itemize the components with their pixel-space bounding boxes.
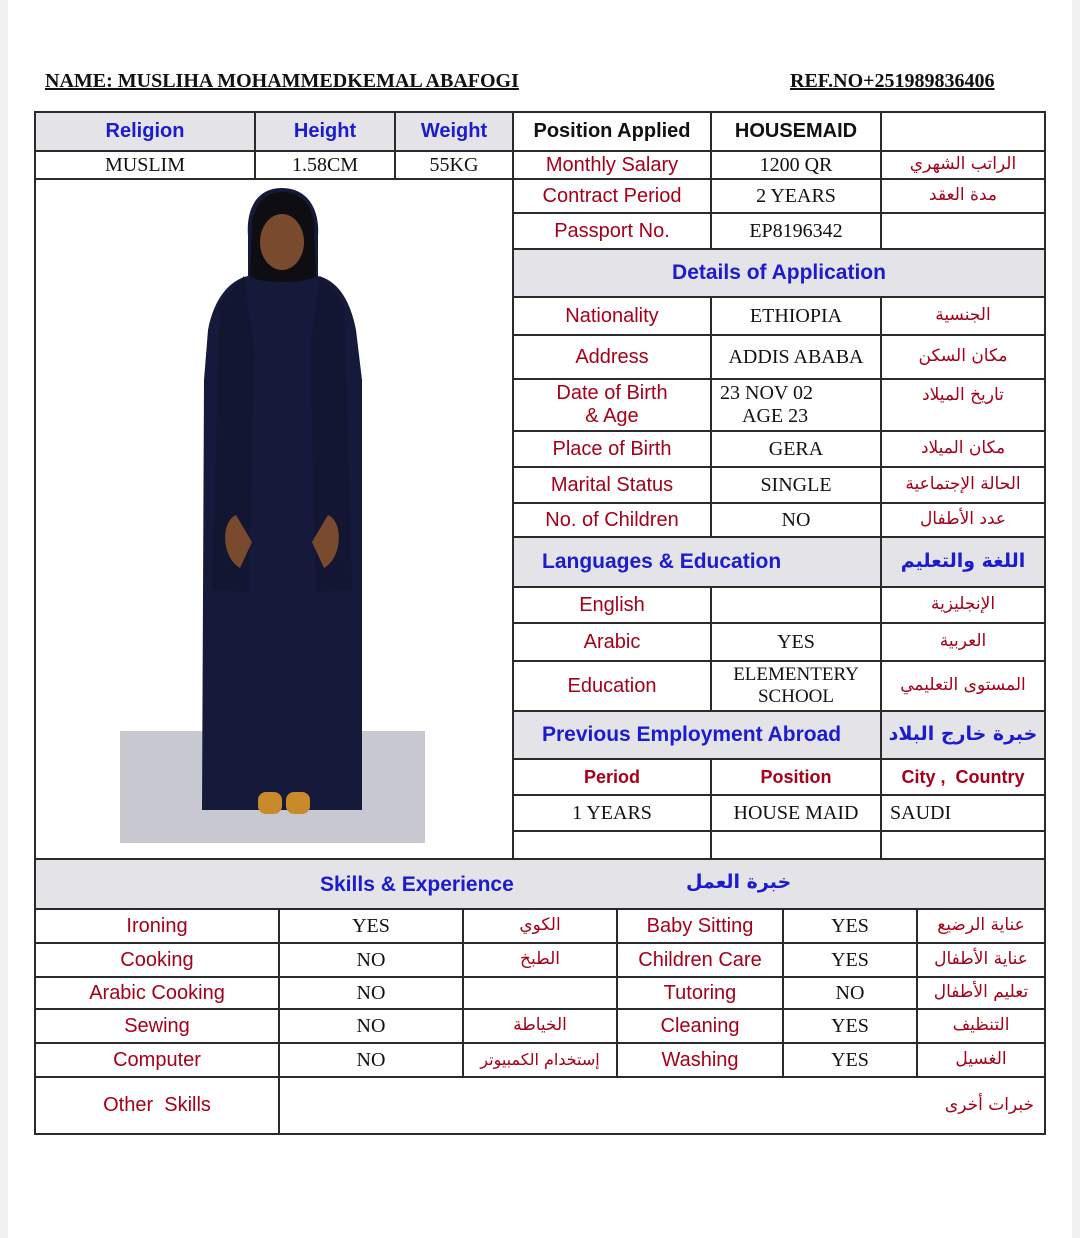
religion-value: MUSLIM: [34, 150, 256, 180]
passport-label: Passport No.: [512, 212, 712, 250]
arabic-label: Arabic: [512, 622, 712, 662]
nationality-arabic: الجنسية: [880, 296, 1046, 336]
skill-ironing-arabic: الكوي: [462, 908, 618, 944]
employment-period-header: Period: [512, 758, 712, 796]
skill-tutoring-label: Tutoring: [616, 976, 784, 1010]
skill-tutoring-value: NO: [782, 976, 918, 1010]
address-arabic: مكان السكن: [880, 334, 1046, 380]
skill-babysitting-arabic: عناية الرضيع: [916, 908, 1046, 944]
skill-cleaning-value: YES: [782, 1008, 918, 1044]
employment-country-value: SAUDI: [880, 794, 1046, 832]
employment-city-header: City , Country: [880, 758, 1046, 796]
birthplace-arabic: مكان الميلاد: [880, 430, 1046, 468]
dob-label-line2: & Age: [585, 405, 639, 427]
dob-age: AGE 23: [742, 405, 809, 427]
dob-value: [710, 378, 882, 432]
skill-computer-value: NO: [278, 1042, 464, 1078]
skills-title-arabic: خبرة العمل: [686, 871, 792, 893]
skill-babysitting-label: Baby Sitting: [616, 908, 784, 944]
dob-arabic: تاريخ الميلاد: [880, 378, 1046, 432]
photo-frame: [34, 178, 514, 860]
position-applied-value: HOUSEMAID: [710, 111, 882, 152]
skill-arabiccooking-value: NO: [278, 976, 464, 1010]
employment-blank-2: [710, 830, 882, 860]
nationality-value: ETHIOPIA: [710, 296, 882, 336]
employment-blank-3: [880, 830, 1046, 860]
birthplace-value: GERA: [710, 430, 882, 468]
skill-cooking-label: Cooking: [34, 942, 280, 978]
education-value-line2: SCHOOL: [757, 686, 834, 707]
skill-cooking-value: NO: [278, 942, 464, 978]
position-applied-blank: [880, 111, 1046, 152]
contract-value: 2 YEARS: [710, 178, 882, 214]
english-arabic: الإنجليزية: [880, 586, 1046, 624]
skill-babysitting-value: YES: [782, 908, 918, 944]
salary-value: 1200 QR: [710, 150, 882, 180]
skill-childrencare-label: Children Care: [616, 942, 784, 978]
education-label: Education: [512, 660, 712, 712]
languages-title-arabic: اللغة والتعليم: [880, 536, 1046, 588]
skill-childrencare-arabic: عناية الأطفال: [916, 942, 1046, 978]
english-value: [710, 586, 882, 624]
weight-value: 55KG: [394, 150, 514, 180]
employment-period-value: 1 YEARS: [512, 794, 712, 832]
skill-arabiccooking-arabic: [462, 976, 618, 1010]
skill-sewing-value: NO: [278, 1008, 464, 1044]
arabic-arabic: العربية: [880, 622, 1046, 662]
address-label: Address: [512, 334, 712, 380]
cv-page: [8, 0, 1072, 1238]
address-value: ADDIS ABABA: [710, 334, 882, 380]
contract-label: Contract Period: [512, 178, 712, 214]
skill-ironing-value: YES: [278, 908, 464, 944]
skill-sewing-arabic: الخياطة: [462, 1008, 618, 1044]
skill-cooking-arabic: الطبخ: [462, 942, 618, 978]
skill-arabiccooking-label: Arabic Cooking: [34, 976, 280, 1010]
skill-cleaning-label: Cleaning: [616, 1008, 784, 1044]
employment-position-value: HOUSE MAID: [710, 794, 882, 832]
religion-label: Religion: [34, 111, 256, 152]
salary-arabic: الراتب الشهري: [880, 150, 1046, 180]
marital-value: SINGLE: [710, 466, 882, 504]
skill-tutoring-arabic: تعليم الأطفال: [916, 976, 1046, 1010]
other-skills-label: Other Skills: [34, 1076, 280, 1135]
arabic-value: YES: [710, 622, 882, 662]
employment-position-header: Position: [710, 758, 882, 796]
skill-washing-arabic: الغسيل: [916, 1042, 1046, 1078]
skill-cleaning-arabic: التنظيف: [916, 1008, 1046, 1044]
education-value-line1: ELEMENTERY: [733, 664, 859, 686]
height-label: Height: [254, 111, 396, 152]
employment-title-arabic: خبرة خارج البلاد: [880, 710, 1046, 760]
children-label: No. of Children: [512, 502, 712, 538]
details-title: Details of Application: [512, 248, 1046, 298]
dob-label: [512, 378, 712, 432]
marital-arabic: الحالة الإجتماعية: [880, 466, 1046, 504]
languages-title: Languages & Education: [512, 536, 882, 588]
birthplace-label: Place of Birth: [512, 430, 712, 468]
passport-value: EP8196342: [710, 212, 882, 250]
position-applied-label: Position Applied: [512, 111, 712, 152]
applicant-name: NAME: MUSLIHA MOHAMMEDKEMAL ABAFOGI: [45, 70, 519, 92]
skill-sewing-label: Sewing: [34, 1008, 280, 1044]
skill-washing-label: Washing: [616, 1042, 784, 1078]
skills-title: Skills & Experience: [320, 873, 514, 896]
education-value: [710, 660, 882, 712]
education-arabic: المستوى التعليمي: [880, 660, 1046, 712]
weight-label: Weight: [394, 111, 514, 152]
children-value: NO: [710, 502, 882, 538]
children-arabic: عدد الأطفال: [880, 502, 1046, 538]
marital-label: Marital Status: [512, 466, 712, 504]
other-skills-value: [278, 1076, 1046, 1135]
skill-childrencare-value: YES: [782, 942, 918, 978]
reference-number: REF.NO+251989836406: [790, 70, 995, 92]
employment-blank-1: [512, 830, 712, 860]
dob-date: 23 NOV 02: [720, 382, 813, 404]
skill-washing-value: YES: [782, 1042, 918, 1078]
height-value: 1.58CM: [254, 150, 396, 180]
contract-arabic: مدة العقد: [880, 178, 1046, 214]
other-skills-arabic: خبرات أخرى: [944, 1094, 1034, 1115]
skill-computer-arabic: إستخدام الكمبيوتر: [462, 1042, 618, 1078]
employment-title: Previous Employment Abroad: [512, 710, 882, 760]
skill-ironing-label: Ironing: [34, 908, 280, 944]
dob-label-line1: Date of Birth: [556, 382, 668, 404]
passport-blank: [880, 212, 1046, 250]
skills-header: [34, 858, 1046, 910]
salary-label: Monthly Salary: [512, 150, 712, 180]
skill-computer-label: Computer: [34, 1042, 280, 1078]
nationality-label: Nationality: [512, 296, 712, 336]
english-label: English: [512, 586, 712, 624]
